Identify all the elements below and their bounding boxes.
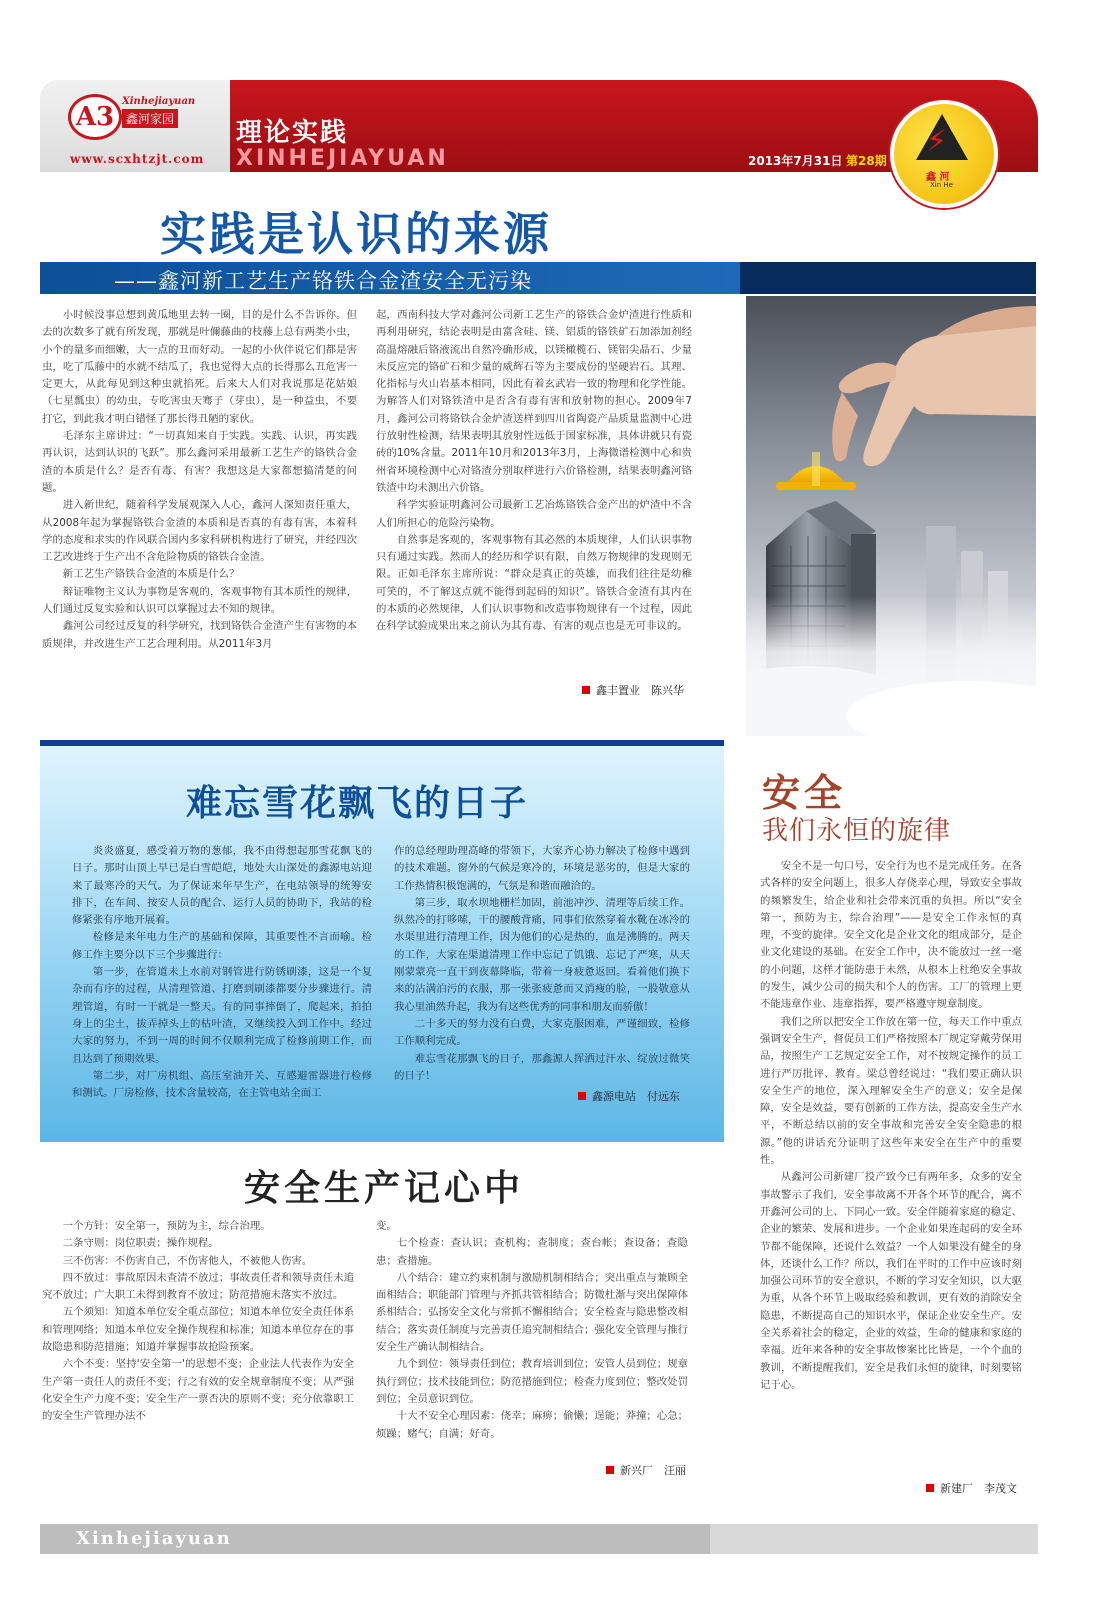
- article1-title: 实践是认识的来源: [160, 207, 552, 261]
- byline-text: 新建厂 李茂文: [940, 1482, 1017, 1495]
- article4-byline: [926, 1480, 1017, 1496]
- column-title: 理论实践: [236, 118, 349, 148]
- paragraph: 难忘雪花那飘飞的日子，那鑫源人挥洒过汗水、绽放过微笑的日子！: [394, 1052, 690, 1082]
- paragraph: 变。: [376, 1220, 397, 1232]
- paragraph: 二十多天的努力没有白费，大家克服困难，严谨细致，检修工作顺利完成。: [394, 1017, 690, 1048]
- paragraph: 七个检查：查认识；查机构；查制度；查台帐；查设备；查隐患；查措施。: [376, 1237, 688, 1267]
- photo-illustration: [746, 296, 1036, 736]
- logo-cn: 鑫河家园: [122, 109, 178, 128]
- article2-title: 难忘雪花飘飞的日子: [186, 783, 529, 824]
- paragraph: 我们之所以把安全工作放在第一位，每天工作中重点强调安全生产，督促员工们严格按照本厂规定穿戴劳保用品，按照生产工艺规定安全工作，对不按规定操作的员工进行严厉批评、教育。梁总曾经说过：“我们要正确认识安全生产的地位，深入理解安全生产的意义；安全是保障，安全是效益，要有创新的工作方法，提高安全生产水平，不断总结以前的安全事故和完善安全安全隐患的根源。”他的讲话充分证明了这些年来安全在生产中的重要性。: [760, 1015, 1022, 1167]
- paragraph: 检修是来年电力生产的基础和保障，其重要性不言而喻。检修工作主要分以下三个步骤进行：: [72, 931, 372, 961]
- byline-text: 新兴厂 汪丽: [620, 1464, 686, 1477]
- paragraph: 一个方针：安全第一，预防为主，综合治理。: [62, 1220, 271, 1232]
- column-en: XINHEJIAYUAN: [236, 146, 449, 171]
- article3-title: 安全生产记心中: [244, 1168, 525, 1209]
- paragraph: 三不伤害：不伤害自己，不伤害他人，不被他人伤害。: [62, 1254, 313, 1267]
- paragraph: 毛泽东主席讲过：“一切真知来自于实践。实践、认识，再实践再认识，达到认识的飞跃”。那么鑫河采用最新工艺生产的铬铁合金渣的本质是什么？是否有毒、有害？我想这是大家都想搞清楚的问题。: [42, 430, 357, 494]
- paragraph: 小时候没事总想到黄瓜地里去转一圈，目的是什么不告诉你。但去的次数多了就有所发现，那就是叶儞藤曲的枝藤上总有两类小虫，小个的量多而细嫩，大一点的丑而好动。一起的小伙伴说它们都是害虫，吃了瓜藤中的水就不结瓜了，我也觉得大点的长得那么丑危害一定更大，从此每见到这种虫就掐死。后来大人们对我说那是花姑娘（七星瓢虫）的幼虫，专吃害虫天骞子（芽虫），是一种益虫，不要打它，到此我才明白错怪了那长得丑陋的家伙。: [42, 309, 357, 425]
- article4-column: [760, 858, 1022, 1394]
- badge-en: Xin He: [930, 181, 953, 189]
- footer-text: Xinhejiayuan: [76, 1528, 232, 1549]
- a3-logo-icon: A3: [68, 94, 122, 140]
- article1-byline: [582, 682, 684, 698]
- paragraph: 鑫河公司经过反复的科学研究，找到铬铁合金渣产生有害物的本质规律，并改进生产工艺合理利用。从2011年3月: [42, 620, 357, 650]
- issue-number: 第28期: [846, 154, 887, 168]
- article3-byline: [606, 1462, 686, 1478]
- article4-title: 安全: [762, 771, 847, 815]
- issue-date: 2013年7月31日: [748, 154, 843, 168]
- paragraph: 新工艺生产铬铁合金渣的本质是什么？: [62, 568, 240, 581]
- article3-column-1: [42, 1218, 354, 1426]
- red-square-bullet-icon: [606, 1466, 614, 1474]
- article2-byline: [578, 1088, 680, 1104]
- red-square-bullet-icon: [578, 1092, 586, 1100]
- paragraph: 九个到位：领导责任到位；教育培训到位；安管人员到位；规章执行到位；技术技能到位；防范措施到位；检查力度到位；整改处罚到位；全员意识到位。: [376, 1358, 688, 1405]
- article2-column-2: [394, 843, 690, 1085]
- paragraph: 进入新世纪，随着科学发展观深入人心，鑫河人深知责任重大，从2008年起为掌握铬铁合金渣的本质和是否真的有毒有害，本着科学的态度和求实的作风联合国内多家科研机构进行了研究，并经四次工艺改进终于生产出不含危险物质的铬铁合金渣。: [42, 499, 357, 564]
- article1-column-2: [376, 307, 692, 636]
- byline-text: 鑫丰置业 陈兴华: [596, 684, 684, 697]
- article3-column-2: [376, 1218, 688, 1443]
- paragraph: 五个须知：知道本单位安全重点部位；知道本单位安全责任体系和管理网络；知道本单位安全操作规程和标准；知道本单位存在的事故隐患和防范措施；知道并掌握事故抢险预案。: [42, 1306, 354, 1354]
- lightning-icon: ⚡: [926, 124, 948, 159]
- paragraph: 起，西南科技大学对鑫河公司新工艺生产的铬铁合金炉渣进行性质和再利用研究，结论表明是由富含硅、镁、铝质的铬铁矿石加添加剂经高温熔融后铬液流出自然冷确形成，以镁橄榄石、镁铝尖晶石、少量未反应完的铬矿石和少量的威辉石等为主要成份的坚硬岩石。其理、化指标与火山岩基本相同，因此有着玄武岩一致的物理和化学性能。为解答人们对铬铁渣中是否含有毒有害和放射物的担心。2009年7月，鑫河公司将铬铁合金炉渣送样到四川省陶瓷产品质量监测中心进行放射性检测，结果表明其放射性远低于国家标准，具体讲就只有瓷砖的10%含量。2011年10月和2013年3月，上海微谱检测中心和贵州省环境检测中心对铬渣分别取样进行六价铬检测，结果表明鑫河铬铁渣中均未测出六价铬。: [376, 309, 692, 494]
- paragraph: 从鑫河公司新建厂投产致今已有两年多，众多的安全事故警示了我们，安全事故离不开各个环节的配合，离不开鑫河公司的上、下同心一致。安全伴随着家庭的稳定、企业的繁荣、发展和进步。一个企业如果连起码的安全环节都不能保障，还说什么效益？一个人如果没有健全的身体，还谈什么工作？所以，我们在平时的工作中应该时刻加强公司环节的安全意识，不断的学习安全知识，以大驱为重，从各个环节上吸取经验和教训，更有效的消除安全隐患，不断提高自己的知识水平，保证企业安全生产。安全关系着社会的稳定，企业的效益，生命的健康和家庭的幸福。近年来各种的安全事故惨案比比皆是，一个个血的教训，不断提醒我们，安全是我们永恒的旋律，时刻要铭记于心。: [760, 1171, 1022, 1391]
- byline-text: 鑫源电站 付远东: [592, 1090, 680, 1103]
- paragraph: 科学实验证明鑫河公司最新工艺冶炼铬铁合金产出的炉渣中不含人们所担心的危险污染物。: [376, 499, 692, 529]
- safety-helmet-photo: [746, 296, 1036, 736]
- paragraph: 十大不安全心理因素：侥幸；麻痹；偷懒；逞能；莽撞；心急；烦躁；赌气；自满；好奇。: [376, 1410, 688, 1440]
- article1-subtitle: ——鑫河新工艺生产铬铁合金渣安全无污染: [114, 269, 532, 293]
- article4-subtitle: 我们永恒的旋律: [762, 816, 952, 846]
- paragraph: 第一步，在管道未上水前对钢管进行防锈刷漆，这是一个复杂而有序的过程，从清理管道、打磨到刷漆都要分步骤进行。清理管道，有时一干就是一整天。有的同事摔倒了，爬起来，拍拍身上的尘土，拔弄掉头上的枯叶渣，又继续投入到工作中。经过大家的努力，不到一周的时间不仅顺利完成了检修前期工作，而且达到了预期效果。: [72, 966, 372, 1065]
- paragraph: 炎炎盛夏，感受着万物的葱郁，我不由得想起那雪花飘飞的日子。那时山顶上早已是白雪皑皑，地处大山深处的鑫源电站迎来了最寒冷的天气。为了保证来年早生产，在电站领导的统筹安排下，在车间、按安人员的配合、运行人员的协助下，我站的检修紧张有序地开展着。: [72, 845, 372, 927]
- subtitle-bar-dark: [740, 262, 1036, 294]
- article1-column-1: [42, 307, 357, 653]
- red-square-bullet-icon: [926, 1484, 934, 1492]
- article2-column-1: [72, 843, 372, 1102]
- logo-text: [122, 96, 202, 128]
- paragraph: 四不放过：事故原因未查清不放过；事故责任者和领导责任未追究不放过；广大职工未得到教育不放过；防范措施未落实不放过。: [42, 1271, 354, 1302]
- badge-name: 鑫 河: [926, 172, 950, 183]
- paragraph: 八个结合：建立约束机制与激励机制相结合；突出重点与兼顾全面相结合；职能部门管理与齐抓共管相结合；防微杜渐与突出保障体系相结合；弘扬安全文化与常抓不懈相结合；安全检查与隐患整改相结合；落实责任制度与完善责任追究制相结合；强化安全管理与推行安全生产确认制相结合。: [376, 1271, 688, 1354]
- paragraph: 第三步，取水坝地栅栏加固，前池冲沙、清理等后续工作。纵然冷的打哆嗦，干的腰酸背痛，同事们依然穿着水靴在冰冷的水渠里进行清理工作，因为他们的心是热的，血是沸腾的。两天的工作，大家在渠道清理工作中忘记了饥饿、忘记了严寒，从天刚蒙蒙亮一直干到夜幕降临，带着一身疲惫返回。看着他们换下来的沾满泊污的衣服，那一张张疲惫而又消瘦的脸，一股敬意从我心里油然升起，我为有这些优秀的同事和朋友而骄傲！: [394, 896, 690, 1013]
- red-square-bullet-icon: [582, 686, 590, 694]
- logo-en: Xinhejiayuan: [122, 96, 196, 107]
- paragraph: 自然事是客观的，客观事物有其必然的本质规律，人们认识事物只有通过实践。然而人的经历和学识有限，自然万物规律的发现则无限。正如毛泽东主席所说：“群众是真正的英雄，而我们往往是幼稚可笑的，不了解这点就不能得到起码的知识”。铬铁合金渣有其内在的本质的必然规律，人们认识事物和改造事物规律有一个过程，因此在科学试验成果出来之前认为其有毒、有害的观点也是无可非议的。: [376, 533, 692, 633]
- paragraph: 安全不是一句口号，安全行为也不是完成任务。在各式各样的安全问题上，很多人存侥幸心理，导致安全事故的频繁发生，给企业和社会带来沉重的负担。所以“安全第一，预防为主，综合治理”——是安全工作永恒的真理，不变的旋律。安全文化是企业文化的组成部分，是企业文化建设的基础。在安全工作中，决不能放过一丝一毫的小问题，这样才能防患于未然，从根本上杜绝安全事故的发生，减少公司的损失和个人的伤害。工厂的管理上更不能违章作业、违章指挥，要严格遵守规章制度。: [760, 860, 1022, 1011]
- paragraph: 辩证唯物主义认为事物是客观的，客观事物有其本质性的规律，人们通过反复实验和认识可以掌握过去不知的规律。: [42, 585, 357, 616]
- site-url[interactable]: www.scxhtzjt.com: [70, 152, 205, 166]
- paragraph: 作的总经理助理高峰的带领下，大家齐心协力解决了检修中遇到的技术难题。窗外的气候是寒冷的，环境是恶劣的，但是大家的工作热情积极饱满的，气氛是和谐而融洽的。: [394, 845, 690, 892]
- paragraph: 六个不变：坚持'安全第一'的思想不变；企业法人代表作为安全生产第一责任人的责任不变；行之有效的安全规章制度不变；从严强化安全生产力度不变；安全生产一票否决的原则不变；充分依靠职工的安全生产管理办法不: [42, 1358, 354, 1423]
- paragraph: 第二步，对厂房机组、高压室油开关、互感避雷器进行检修和测试。厂房检修，技术含量较高，在主管电站全面工: [72, 1069, 372, 1100]
- paragraph: 二条守则：岗位职责；操作规程。: [62, 1237, 219, 1250]
